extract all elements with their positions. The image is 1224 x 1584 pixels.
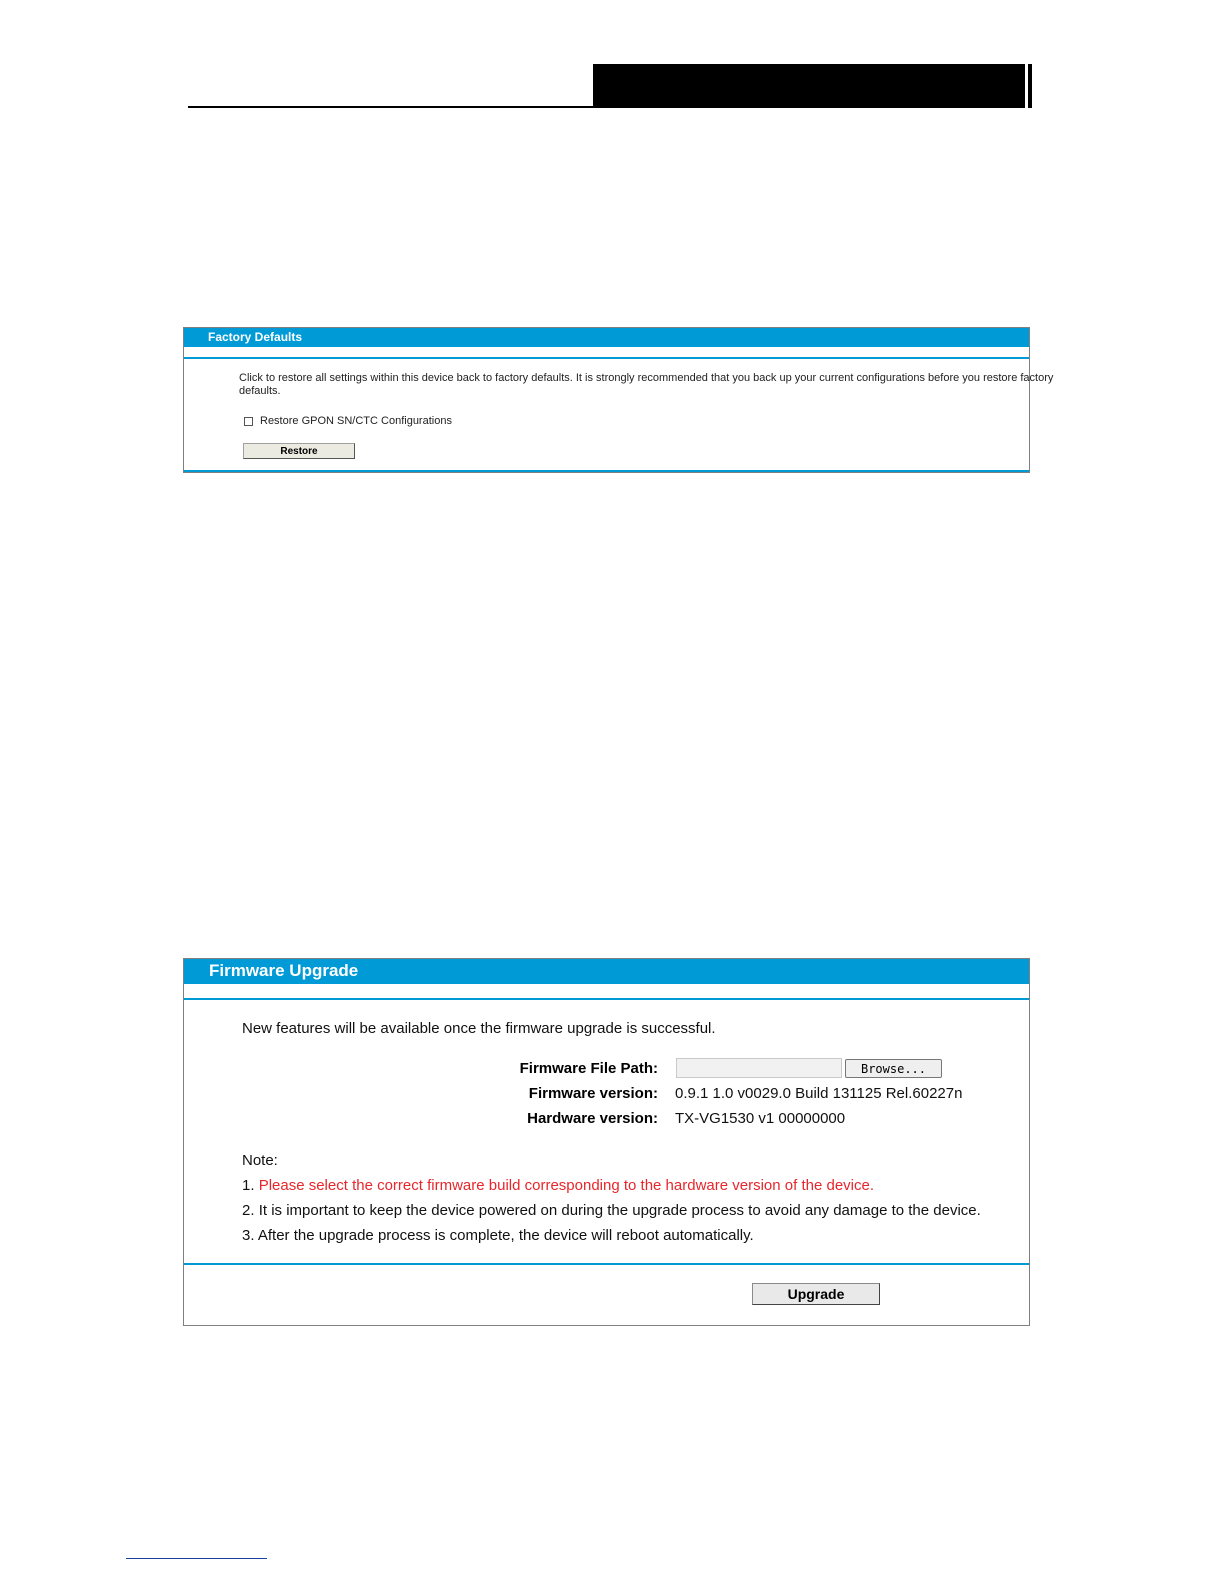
firmware-version-label: Firmware version: [528, 1085, 658, 1102]
factory-defaults-title: Factory Defaults [184, 328, 1029, 347]
note-text: After the upgrade process is complete, the device will reboot automatically. [257, 1227, 754, 1244]
browse-button[interactable]: Browse... [845, 1059, 942, 1078]
firmware-file-path-label: Firmware File Path: [519, 1060, 658, 1077]
hardware-version-value: TX-VG1530 v1 00000000 [675, 1110, 846, 1127]
note-number: 1. [242, 1177, 259, 1194]
firmware-upgrade-title: Firmware Upgrade [184, 959, 1029, 984]
firmware-intro-text: New features will be available once the firmware upgrade is successful. [242, 1020, 716, 1037]
note-number: 3. [242, 1227, 258, 1244]
header-rule [188, 106, 593, 108]
upgrade-button[interactable]: Upgrade [752, 1283, 880, 1305]
note-item [242, 1177, 874, 1194]
restore-gpon-checkbox[interactable] [244, 417, 253, 426]
firmware-file-path-input[interactable] [676, 1058, 842, 1078]
factory-defaults-description-line1: Click to restore all settings within this device back to factory defaults. It is strongly recommended that you back up your current configurations before you restore factory [239, 372, 1054, 384]
factory-defaults-bottom-line [184, 470, 1029, 472]
note-item [242, 1227, 754, 1244]
restore-gpon-checkbox-label: Restore GPON SN/CTC Configurations [260, 415, 452, 427]
footer-link-underline [126, 1558, 267, 1559]
factory-defaults-divider [184, 357, 1029, 359]
hardware-version-label: Hardware version: [527, 1110, 658, 1127]
firmware-upgrade-top-divider [184, 998, 1029, 1000]
firmware-version-value: 0.9.1 1.0 v0029.0 Build 131125 Rel.60227n [675, 1085, 963, 1102]
factory-defaults-description-line2: defaults. [239, 385, 281, 397]
note-warning-text: Please select the correct firmware build corresponding to the hardware version of the device. [258, 1177, 875, 1194]
firmware-upgrade-bottom-divider [184, 1263, 1029, 1265]
note-number: 2. [242, 1202, 259, 1219]
header-edge-bar [1028, 64, 1032, 108]
factory-defaults-panel [183, 327, 1054, 473]
note-item [242, 1202, 981, 1219]
header-black-block [593, 64, 1025, 108]
note-text: It is important to keep the device powered on during the upgrade process to avoid any damage to the device. [258, 1202, 981, 1219]
restore-button[interactable]: Restore [243, 443, 355, 459]
note-heading: Note: [242, 1152, 278, 1169]
firmware-upgrade-panel [183, 958, 1030, 1326]
